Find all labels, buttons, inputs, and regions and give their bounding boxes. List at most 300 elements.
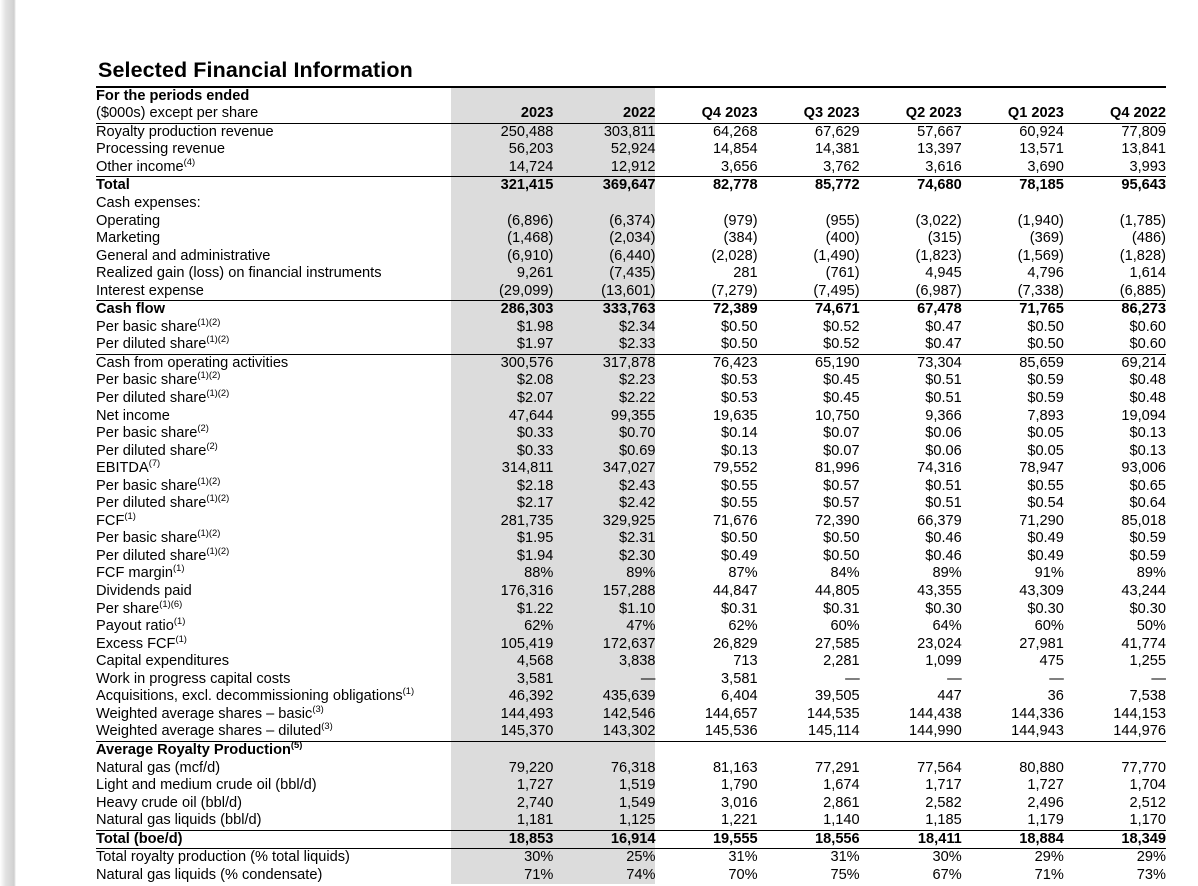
- cell-q3-2023: 84%: [830, 565, 860, 582]
- cell-q2-2023: 9,366: [925, 407, 962, 424]
- row-label: [96, 760, 451, 778]
- table-row: [96, 372, 1166, 390]
- cell-q2-2023: $0.51: [925, 372, 962, 389]
- cell-2023: 281,735: [451, 513, 553, 531]
- row-label-text: General and administrative: [96, 247, 271, 264]
- cell-2022: 142,546: [553, 706, 655, 724]
- row-label-text: Realized gain (loss) on financial instruments: [96, 265, 382, 282]
- cell-q1-2023: 2,496: [1027, 794, 1064, 811]
- cell-q4-2022: $0.60: [1129, 336, 1166, 353]
- row-footnote-marker: (3): [321, 720, 333, 732]
- row-label: [96, 849, 451, 867]
- cell-2023: (6,896): [451, 213, 553, 231]
- row-label-text: Net income: [96, 407, 170, 424]
- cell-q1-2023: $0.54: [1027, 495, 1064, 512]
- cell-q1-2023: $0.50: [1027, 336, 1064, 353]
- row-label: [96, 583, 451, 601]
- cell-2022: $2.31: [553, 530, 655, 548]
- cell-2023: (29,099): [451, 283, 553, 301]
- cell-2022: $2.34: [553, 319, 655, 337]
- table-row: [96, 830, 1166, 849]
- cell-q2-2023: 74,316: [917, 460, 962, 477]
- row-footnote-marker: (1)(2): [206, 492, 230, 504]
- cell-q2-2023: (3,022): [915, 212, 962, 229]
- column-header-2022: 2022: [553, 105, 655, 123]
- cell-q1-2023: $0.59: [1027, 390, 1064, 407]
- cell-q2-2023: 4,945: [925, 265, 962, 282]
- cell-q4-2022: 2,512: [1129, 794, 1166, 811]
- cell-q3-2023: 31%: [758, 849, 860, 867]
- table-row: [96, 301, 1166, 319]
- row-footnote-marker: (1)(2): [206, 545, 230, 557]
- cell-q3-2023: [758, 195, 860, 213]
- cell-q4-2022: 89%: [1136, 565, 1166, 582]
- cell-2023: 1,181: [451, 812, 553, 830]
- cell-2022: 99,355: [553, 408, 655, 426]
- cell-q3-2023: 75%: [830, 866, 860, 883]
- cell-q3-2023: 2,281: [823, 653, 860, 670]
- cell-q1-2023: 36: [1047, 688, 1064, 705]
- table-row: [96, 583, 1166, 601]
- cell-2023: 144,493: [451, 706, 553, 724]
- cell-q2-2023: 2,582: [925, 794, 962, 811]
- cell-q2-2023: $0.51: [925, 390, 962, 407]
- row-label-text: Operating: [96, 212, 161, 229]
- cell-q4-2023: 3,016: [721, 794, 758, 811]
- table-row: [96, 688, 1166, 706]
- cell-q4-2022: 93,006: [1121, 460, 1166, 477]
- cell-2023: 3,581: [451, 671, 553, 689]
- cell-2022: $0.70: [553, 425, 655, 443]
- cell-q1-2023: 71,765: [962, 301, 1064, 319]
- table-row: [96, 849, 1166, 867]
- cell-q4-2022: 144,976: [1113, 723, 1166, 740]
- cell-q2-2023: (1,823): [915, 247, 962, 264]
- cell-q4-2023: $0.31: [721, 600, 758, 617]
- cell-2023: 71%: [451, 867, 553, 885]
- row-label-text: FCF margin: [96, 565, 174, 582]
- cell-q4-2022: 144,153: [1113, 705, 1166, 722]
- cell-q3-2023: 2,861: [823, 794, 860, 811]
- cell-2023: [451, 195, 553, 213]
- row-label: [96, 141, 451, 159]
- row-label: [96, 457, 451, 478]
- cell-q4-2022: 1,704: [1129, 777, 1166, 794]
- cell-2023: $2.18: [451, 478, 553, 496]
- cell-q2-2023: $0.47: [925, 336, 962, 353]
- cell-q4-2023: (7,279): [711, 282, 758, 299]
- cell-q4-2022: $0.48: [1129, 372, 1166, 389]
- cell-q1-2023: 85,659: [962, 354, 1064, 372]
- cell-2023: 105,419: [451, 636, 553, 654]
- cell-2023: [451, 741, 553, 759]
- row-footnote-marker: (3): [312, 703, 324, 714]
- cell-q4-2023: 71,676: [712, 512, 758, 529]
- cell-q4-2022: 1,170: [1129, 812, 1166, 829]
- header-spacer-cell: [860, 87, 962, 106]
- row-label-text: Per diluted share: [96, 495, 207, 512]
- cell-q1-2023: 91%: [1034, 565, 1064, 582]
- cell-q1-2023: 144,943: [1011, 723, 1064, 740]
- cell-2023: 321,415: [451, 177, 553, 195]
- header-spacer-cell: [553, 87, 655, 106]
- table-row: [96, 159, 1166, 177]
- cell-2023: 250,488: [451, 123, 553, 141]
- cell-q3-2023: $0.45: [823, 372, 860, 389]
- row-label-text: Per basic share: [96, 477, 198, 494]
- cell-2022: $2.22: [553, 390, 655, 408]
- cell-q2-2023: 89%: [932, 565, 962, 582]
- row-label: [96, 195, 451, 213]
- cell-q4-2022: 3,993: [1129, 158, 1166, 175]
- cell-q2-2023: 144,990: [909, 723, 962, 740]
- cell-2023: $1.97: [451, 336, 553, 354]
- table-row: [96, 741, 1166, 759]
- row-label-text: Per basic share: [96, 318, 198, 335]
- cell-q4-2022: $0.59: [1129, 547, 1166, 564]
- cell-q4-2022: $0.64: [1129, 495, 1166, 512]
- table-row: [96, 706, 1166, 724]
- cell-q1-2023: 60,924: [962, 123, 1064, 141]
- row-label: [96, 615, 451, 636]
- cell-q4-2023: $0.13: [721, 442, 758, 459]
- cell-q4-2022: 69,214: [1064, 354, 1166, 372]
- cell-q2-2023: 447: [937, 688, 962, 705]
- row-label: [96, 720, 451, 741]
- cell-2022: 12,912: [553, 159, 655, 177]
- row-label-text: Total (boe/d): [96, 830, 183, 847]
- row-footnote-marker: (1)(2): [197, 369, 221, 381]
- cell-q1-2023: (1,569): [1017, 247, 1064, 264]
- cell-2022: 25%: [553, 849, 655, 867]
- cell-q2-2023: 30%: [860, 849, 962, 867]
- cell-q4-2022: $0.65: [1129, 477, 1166, 494]
- table-row: [96, 565, 1166, 583]
- cell-2023: 176,316: [451, 583, 553, 601]
- cell-q2-2023: 23,024: [917, 635, 962, 652]
- cell-q4-2022: (486): [1131, 230, 1166, 247]
- cell-q3-2023: 85,772: [758, 177, 860, 195]
- cell-q4-2022: 18,349: [1064, 830, 1166, 849]
- cell-q1-2023: 27,981: [1019, 635, 1064, 652]
- row-label-text: Per diluted share: [96, 442, 207, 459]
- cell-q2-2023: $0.46: [925, 547, 962, 564]
- cell-q4-2023: $0.53: [721, 372, 758, 389]
- cell-q2-2023: 73,304: [860, 354, 962, 372]
- cell-q4-2022: (1,785): [1119, 212, 1166, 229]
- cell-2023: 79,220: [451, 760, 553, 778]
- table-row: [96, 601, 1166, 619]
- row-footnote-marker: (1)(2): [197, 527, 221, 539]
- cell-q4-2023: $0.55: [721, 495, 758, 512]
- table-row: [96, 478, 1166, 496]
- cell-q2-2023: 64%: [932, 618, 962, 635]
- cell-q3-2023: 27,585: [815, 635, 860, 652]
- row-label: [96, 795, 451, 813]
- cell-q1-2023: $0.50: [1027, 318, 1064, 335]
- table-row: [96, 408, 1166, 426]
- row-label: [96, 562, 451, 583]
- column-header-2023: 2023: [451, 105, 553, 123]
- cell-2022: 74%: [553, 867, 655, 885]
- table-row: [96, 636, 1166, 654]
- row-footnote-marker: (7): [148, 457, 161, 469]
- table-row: [96, 460, 1166, 478]
- row-label: [96, 422, 451, 443]
- cell-2022: 435,639: [553, 688, 655, 706]
- cell-q1-2023: 144,336: [1011, 705, 1064, 722]
- cell-q4-2022: 86,273: [1064, 301, 1166, 319]
- cell-q3-2023: 1,674: [823, 777, 860, 794]
- cell-2022: 89%: [553, 565, 655, 583]
- cell-q4-2023: 145,536: [704, 723, 758, 740]
- cell-q3-2023: 3,762: [823, 158, 860, 175]
- cell-q3-2023: (1,490): [813, 247, 860, 264]
- header-spacer-cell: [1064, 87, 1166, 106]
- row-label: [96, 703, 451, 724]
- cell-q4-2023: 144,657: [704, 705, 758, 722]
- table-row: [96, 513, 1166, 531]
- table-row: [96, 213, 1166, 231]
- cell-2022: —: [553, 671, 655, 689]
- row-label: [96, 653, 451, 671]
- cell-q3-2023: $0.57: [823, 495, 860, 512]
- row-label: [96, 213, 451, 231]
- cell-q2-2023: $0.46: [925, 530, 962, 547]
- cell-q2-2023: 74,680: [860, 177, 962, 195]
- cell-q3-2023: $0.57: [823, 477, 860, 494]
- row-label-text: Per diluted share: [96, 336, 207, 353]
- cell-q4-2022: 77,809: [1064, 123, 1166, 141]
- cell-q4-2023: 76,423: [655, 354, 757, 372]
- cell-q1-2023: (369): [1029, 230, 1064, 247]
- cell-q2-2023: 13,397: [917, 141, 962, 158]
- cell-q1-2023: 29%: [962, 849, 1064, 867]
- cell-q2-2023: 77,564: [917, 759, 962, 776]
- cell-2022: 172,637: [553, 636, 655, 654]
- table-body: [96, 123, 1166, 884]
- row-label: [96, 830, 451, 849]
- cell-q4-2023: (2,028): [711, 247, 758, 264]
- cell-q4-2023: [655, 741, 757, 759]
- row-label: [96, 509, 451, 531]
- cell-q4-2023: 1,221: [721, 812, 758, 829]
- cell-2023: $1.98: [451, 319, 553, 337]
- row-label-text: FCF: [96, 512, 125, 529]
- cell-q4-2022: 77,770: [1121, 759, 1166, 776]
- cell-q3-2023: 44,805: [815, 583, 860, 600]
- row-footnote-marker: (2): [197, 422, 209, 434]
- row-footnote-marker: (1)(2): [206, 387, 230, 399]
- cell-2023: 18,853: [451, 830, 553, 849]
- cell-q3-2023: $0.07: [823, 425, 860, 442]
- cell-q2-2023: $0.47: [925, 318, 962, 335]
- cell-q1-2023: (1,940): [1017, 212, 1064, 229]
- table-row: [96, 618, 1166, 636]
- cell-q4-2023: 31%: [655, 849, 757, 867]
- financial-report: [96, 58, 1166, 884]
- cell-q1-2023: $0.30: [1027, 600, 1064, 617]
- cell-q1-2023: 71,290: [1019, 512, 1064, 529]
- cell-q3-2023: 67,629: [758, 123, 860, 141]
- row-label: [96, 867, 451, 885]
- cell-2023: 30%: [451, 849, 553, 867]
- cell-q4-2023: 79,552: [712, 460, 758, 477]
- table-row: [96, 123, 1166, 141]
- cell-q1-2023: 18,884: [962, 830, 1064, 849]
- cell-q4-2022: 43,244: [1121, 583, 1166, 600]
- cell-2023: 88%: [451, 565, 553, 583]
- row-footnote-marker: (1): [402, 685, 415, 697]
- cell-q4-2022: $0.60: [1129, 318, 1166, 335]
- cell-q2-2023: —: [947, 670, 962, 687]
- cell-q1-2023: 78,185: [962, 177, 1064, 195]
- row-footnote-marker: (1)(6): [159, 597, 183, 609]
- cell-q4-2022: $0.30: [1129, 600, 1166, 617]
- cell-q1-2023: (7,338): [1017, 282, 1064, 299]
- cell-q3-2023: 39,505: [815, 688, 860, 705]
- cell-q4-2023: 281: [733, 265, 758, 282]
- cell-2022: $2.33: [553, 336, 655, 354]
- cell-q4-2022: 95,643: [1064, 177, 1166, 195]
- cell-q4-2022: 1,614: [1129, 265, 1166, 282]
- cell-2023: 314,811: [451, 460, 553, 478]
- row-label: [96, 265, 451, 283]
- cell-q1-2023: 3,690: [1027, 158, 1064, 175]
- cell-q2-2023: 1,717: [925, 777, 962, 794]
- row-footnote-marker: (5): [290, 739, 303, 751]
- column-header-q3-2023: Q3 2023: [803, 105, 860, 122]
- cell-2023: 62%: [451, 618, 553, 636]
- row-label-text: Acquisitions, excl. decommissioning obligations: [96, 688, 403, 705]
- cell-q4-2023: 713: [733, 653, 758, 670]
- cell-2022: 76,318: [553, 760, 655, 778]
- cell-2022: [553, 741, 655, 759]
- cell-q2-2023: $0.30: [925, 600, 962, 617]
- cell-q2-2023: 66,379: [917, 512, 962, 529]
- row-label: [96, 301, 451, 319]
- cell-q2-2023: 67,478: [860, 301, 962, 319]
- cell-q4-2023: $0.50: [721, 336, 758, 353]
- cell-q3-2023: [758, 741, 860, 759]
- table-row: [96, 760, 1166, 778]
- cell-q1-2023: 4,796: [1027, 265, 1064, 282]
- table-row: [96, 336, 1166, 354]
- cell-q4-2023: 82,778: [655, 177, 757, 195]
- cell-q4-2022: 13,841: [1121, 141, 1166, 158]
- row-footnote-marker: (1)(2): [206, 333, 230, 345]
- table-row: [96, 530, 1166, 548]
- row-label: [96, 812, 451, 830]
- cell-q4-2022: 85,018: [1121, 512, 1166, 529]
- table-row: [96, 195, 1166, 213]
- row-label: [96, 741, 451, 759]
- cell-2022: (2,034): [553, 230, 655, 248]
- row-label-text: Royalty production revenue: [96, 123, 274, 140]
- cell-2022: 303,811: [553, 123, 655, 141]
- row-label-text: Natural gas liquids (bbl/d): [96, 812, 262, 829]
- cell-q4-2022: 73%: [1136, 866, 1166, 883]
- row-label-text: Processing revenue: [96, 141, 225, 158]
- cell-q1-2023: 7,893: [1027, 407, 1064, 424]
- cell-2023: 47,644: [451, 408, 553, 426]
- cell-q4-2023: [655, 195, 757, 213]
- row-label-text: Natural gas liquids (% condensate): [96, 866, 323, 883]
- cell-q4-2023: 44,847: [712, 583, 758, 600]
- cell-q1-2023: $0.59: [1027, 372, 1064, 389]
- cell-2022: $2.23: [553, 372, 655, 390]
- cell-2022: 1,549: [553, 795, 655, 813]
- cell-q4-2023: 87%: [728, 565, 758, 582]
- row-label-text: Payout ratio: [96, 618, 174, 635]
- row-label-text: Light and medium crude oil (bbl/d): [96, 777, 317, 794]
- cell-q2-2023: [860, 741, 962, 759]
- cell-q3-2023: $0.07: [823, 442, 860, 459]
- cell-2023: $1.94: [451, 548, 553, 566]
- cell-2023: (1,468): [451, 230, 553, 248]
- cell-2023: 1,727: [451, 777, 553, 795]
- row-label: [96, 777, 451, 795]
- cell-2022: $1.10: [553, 601, 655, 619]
- cell-q4-2023: 62%: [728, 618, 758, 635]
- cell-q4-2023: (979): [723, 212, 758, 229]
- cell-q3-2023: 65,190: [758, 354, 860, 372]
- row-label-text: Total: [96, 177, 130, 194]
- table-row: [96, 319, 1166, 337]
- cell-q1-2023: 1,727: [1027, 777, 1064, 794]
- cell-q1-2023: 71%: [1034, 866, 1064, 883]
- table-row: [96, 867, 1166, 885]
- cell-2022: 317,878: [553, 354, 655, 372]
- row-footnote-marker: (1): [173, 562, 185, 574]
- cell-q4-2022: 1,255: [1129, 653, 1166, 670]
- cell-2023: $0.33: [451, 443, 553, 461]
- cell-q2-2023: (315): [927, 230, 962, 247]
- cell-q3-2023: (7,495): [813, 282, 860, 299]
- cell-q4-2022: 41,774: [1121, 635, 1166, 652]
- header-row-period: [96, 87, 1166, 106]
- cell-2022: 369,647: [553, 177, 655, 195]
- cell-q4-2022: [1064, 195, 1166, 213]
- cell-2022: 47%: [553, 618, 655, 636]
- cell-2022: 333,763: [553, 301, 655, 319]
- cell-q4-2023: 3,656: [721, 158, 758, 175]
- table-row: [96, 177, 1166, 195]
- cell-q4-2022: (1,828): [1119, 247, 1166, 264]
- row-label: [96, 597, 451, 619]
- row-label-text: Per diluted share: [96, 547, 207, 564]
- row-label: [96, 685, 451, 706]
- row-label-text: Weighted average shares – diluted: [96, 723, 322, 740]
- cell-q4-2023: $0.55: [721, 477, 758, 494]
- cell-q2-2023: 18,411: [860, 830, 962, 849]
- row-label: [96, 545, 451, 566]
- selected-financial-information-table: [96, 86, 1166, 885]
- cell-q2-2023: 1,185: [925, 812, 962, 829]
- cell-2022: $2.30: [553, 548, 655, 566]
- row-label: [96, 123, 451, 141]
- column-header-q4-2022: Q4 2022: [1110, 105, 1166, 122]
- cell-q4-2023: 1,790: [721, 777, 758, 794]
- cell-q4-2023: $0.50: [721, 530, 758, 547]
- row-label: [96, 248, 451, 266]
- cell-q4-2022: (6,885): [1119, 282, 1166, 299]
- row-label-text: Work in progress capital costs: [96, 670, 291, 687]
- row-label-text: Weighted average shares – basic: [96, 705, 313, 722]
- row-label-text: Per basic share: [96, 372, 198, 389]
- row-footnote-marker: (1)(2): [197, 474, 221, 486]
- header-spacer-cell: [451, 87, 553, 106]
